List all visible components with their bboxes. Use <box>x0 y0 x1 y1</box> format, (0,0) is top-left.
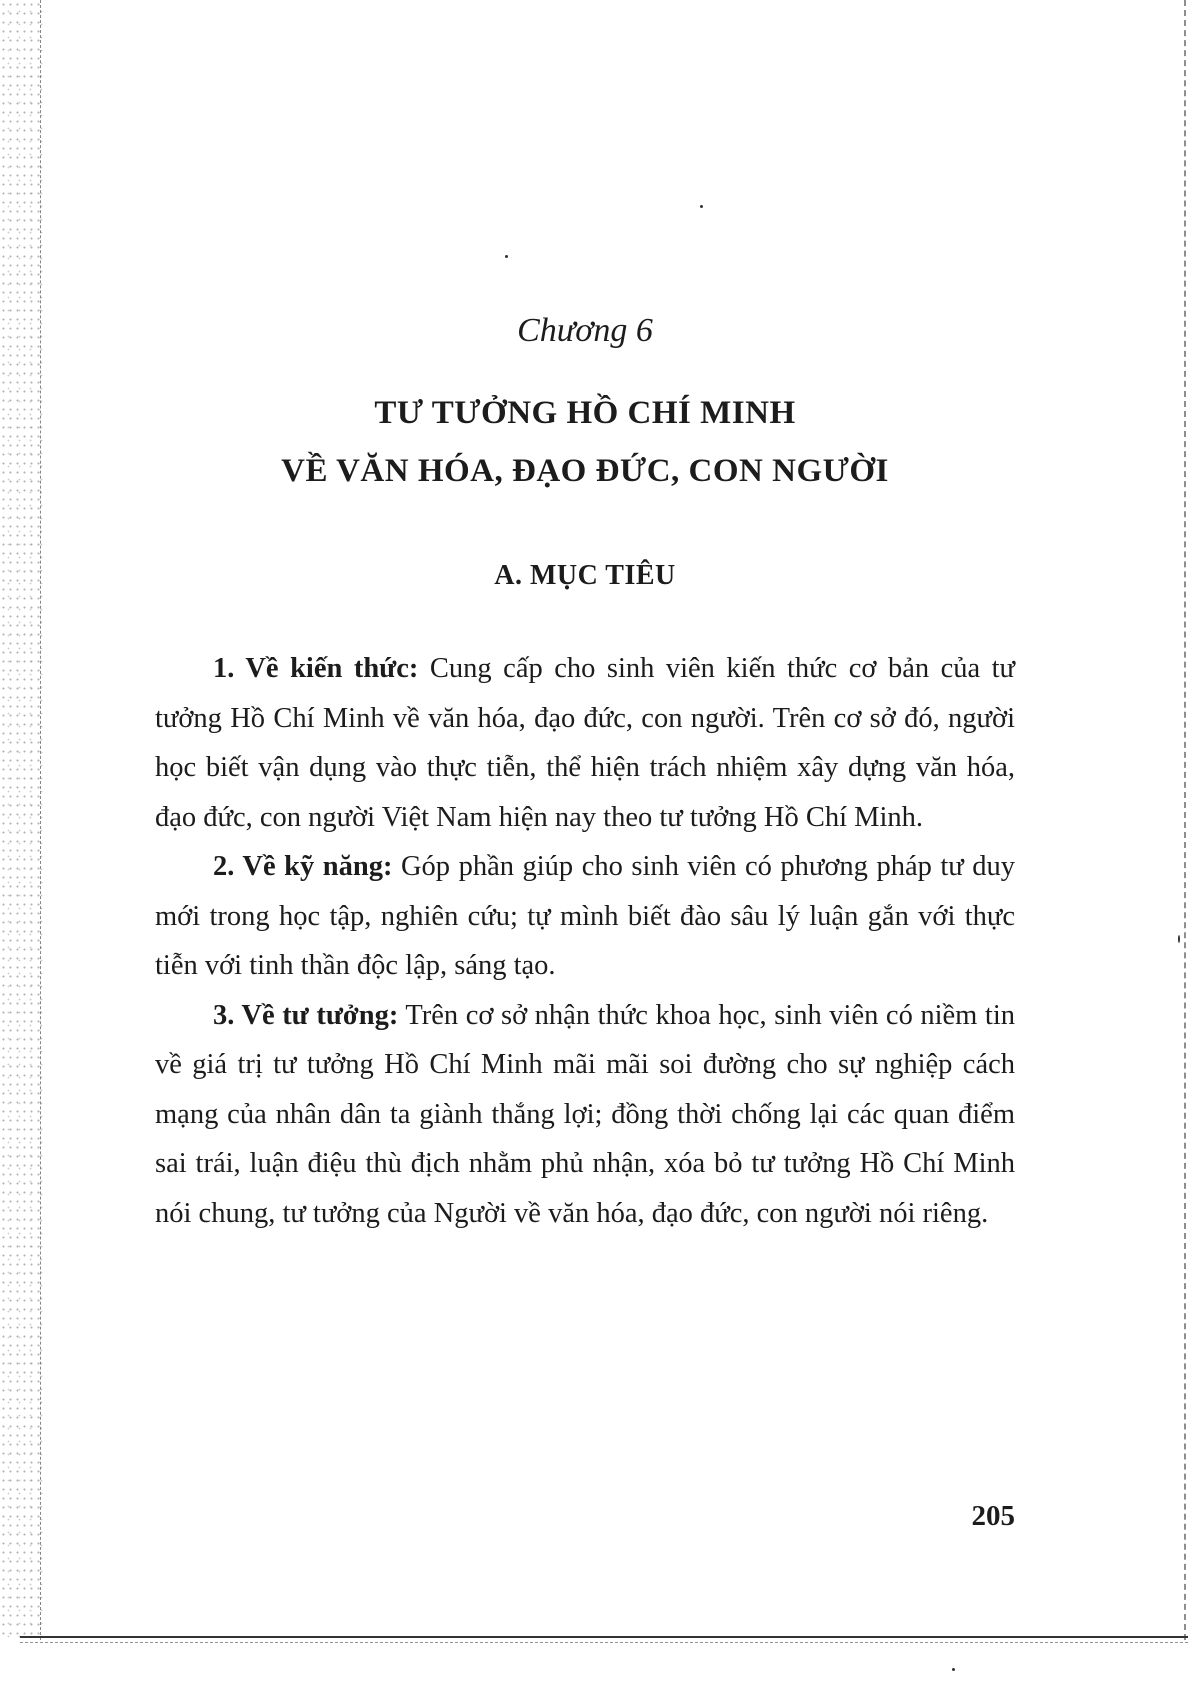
scan-edge-right-line <box>1184 0 1186 1640</box>
scan-edge-bottom-dashed <box>20 1642 1188 1643</box>
book-page <box>155 0 1015 1620</box>
scan-speck <box>952 1668 955 1671</box>
chapter-title <box>155 384 1015 500</box>
scan-edge-left-line <box>40 0 41 1640</box>
scan-edge-bottom <box>20 1636 1188 1638</box>
paragraph-text: Trên cơ sở nhận thức khoa học, sinh viên có niềm tin về giá trị tư tưởng Hồ Chí Minh mãi mãi soi đường cho sự nghiệp cách mạng của nhân dân ta giành thắng lợi; đồng thời chống lại các quan điểm sai trái, luận điệu thù địch nhằm phủ nhận, xóa bỏ tư tưởng Hồ Chí Minh nói chung, tư tưởng của Người về văn hóa, đạo đức, con người nói riêng. <box>155 999 1015 1229</box>
section-heading: A. MỤC TIÊU <box>494 560 676 591</box>
paragraph-ideology <box>155 991 1015 1239</box>
paragraph-text: Cung cấp cho sinh viên kiến thức cơ bản của tư tưởng Hồ Chí Minh về văn hóa, đạo đức, con người. Trên cơ sở đó, người học biết vận dụng vào thực tiễn, thể hiện trách nhiệm xây dựng văn hóa, đạo đức, con người Việt Nam hiện nay theo tư tưởng Hồ Chí Minh. <box>155 653 1015 833</box>
paragraph-text: Góp phần giúp cho sinh viên có phương pháp tư duy mới trong học tập, nghiên cứu; tự mình biết đào sâu lý luận gắn với thực tiễn với tinh thần độc lập, sáng tạo. <box>155 851 1015 981</box>
paragraph-lead: 3. Về tư tưởng: <box>213 999 399 1031</box>
page-number: 205 <box>971 1500 1015 1532</box>
chapter-label: Chương 6 <box>517 312 653 349</box>
body-text <box>155 644 1015 1238</box>
scan-speck <box>1178 935 1180 943</box>
scan-edge-left <box>0 0 44 1640</box>
chapter-title-line-2: VỀ VĂN HÓA, ĐẠO ĐỨC, CON NGƯỜI <box>281 453 889 489</box>
paragraph-lead: 1. Về kiến thức: <box>213 653 419 684</box>
paragraph-skills <box>155 842 1015 991</box>
paragraph-lead: 2. Về kỹ năng: <box>213 851 393 882</box>
chapter-title-line-1: TƯ TƯỞNG HỒ CHÍ MINH <box>374 395 796 431</box>
paragraph-knowledge <box>155 644 1015 842</box>
